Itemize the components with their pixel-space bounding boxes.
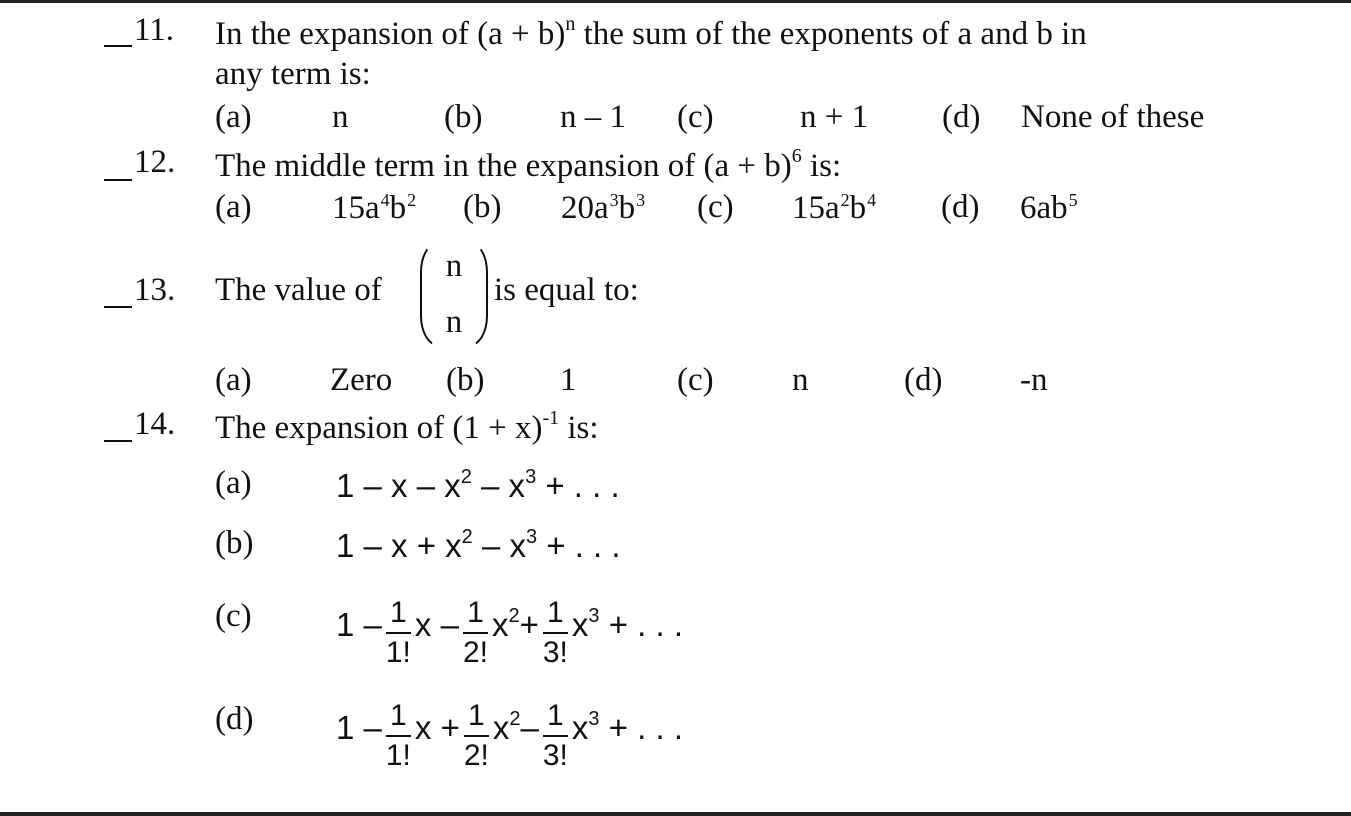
fraction-bar	[543, 632, 568, 634]
option-14-c-lead: 1 –	[336, 606, 382, 643]
fraction-numerator: 1	[547, 596, 564, 630]
answer-blank-14[interactable]	[104, 440, 132, 442]
option-14-d-s2b: –	[520, 709, 539, 746]
question-11-text-b: the sum of the exponents of a and b in	[575, 16, 1087, 52]
question-13-text-a: The value of	[215, 272, 382, 308]
question-11-line1	[215, 14, 1087, 51]
question-14-text-b: is:	[559, 410, 599, 446]
question-12-text-a: The middle term in the expansion of	[215, 148, 704, 184]
option-13-c-value: n	[792, 362, 809, 398]
question-14-exponent: -1	[542, 407, 560, 429]
question-number-11: 11.	[134, 12, 175, 48]
option-11-a-value: n	[332, 99, 349, 135]
option-14-b-value	[336, 527, 621, 562]
option-14-d-s1: x +	[414, 709, 460, 746]
option-12-b-exp1: 3	[609, 190, 619, 210]
option-12-b-exp2: 3	[636, 190, 646, 210]
question-11-text-a: In the expansion of	[215, 16, 478, 52]
option-14-d-lead: 1 –	[336, 709, 382, 746]
option-12-b-part2: b	[618, 190, 636, 226]
question-12-line1	[215, 146, 841, 183]
answer-blank-11[interactable]	[104, 45, 132, 47]
fraction-numerator: 1	[468, 699, 485, 733]
answer-blank-13[interactable]	[104, 306, 132, 308]
option-12-b-value	[561, 191, 645, 225]
option-14-a-e2: 3	[525, 466, 537, 488]
fraction-denominator: 2!	[463, 739, 489, 773]
fraction-denominator: 2!	[462, 636, 488, 670]
fraction-1-over-2fact	[464, 700, 489, 772]
question-11-exponent: n	[565, 13, 576, 35]
option-12-a-exp2: 2	[407, 190, 417, 210]
fraction-numerator: 1	[390, 596, 407, 630]
option-12-d-label: (d)	[941, 189, 980, 225]
option-14-a-value	[336, 467, 620, 502]
question-11-line2: any term is:	[215, 56, 371, 92]
option-12-b-part1: 20a	[561, 190, 609, 226]
question-12-exponent: 6	[791, 145, 802, 167]
option-13-d-value: -n	[1020, 362, 1048, 398]
binomial-bottom: n	[445, 304, 463, 340]
fraction-1-over-3fact	[543, 597, 568, 669]
question-12-text-b: is:	[801, 148, 842, 184]
option-12-a-exp1: 4	[380, 190, 390, 210]
option-14-a-label: (a)	[215, 465, 252, 501]
binomial-coefficient	[420, 242, 488, 346]
question-14-expr: (1 + x)	[452, 410, 543, 446]
question-14-line1	[215, 408, 599, 445]
option-12-c-exp2: 4	[867, 190, 877, 210]
option-14-a-t1: 1 – x – x	[336, 467, 461, 504]
option-13-b-label: (b)	[446, 362, 485, 398]
option-14-c-s2b: +	[519, 606, 539, 643]
option-13-a-label: (a)	[215, 362, 252, 398]
fraction-1-over-1fact	[386, 700, 411, 772]
option-14-a-t2: – x	[471, 467, 526, 504]
fraction-numerator: 1	[390, 699, 407, 733]
option-14-a-e1: 2	[460, 466, 472, 488]
option-14-c-e2: 2	[508, 605, 520, 627]
fraction-1-over-3fact	[543, 700, 568, 772]
fraction-1-over-1fact	[386, 597, 411, 669]
question-12-expr: (a + b)	[703, 148, 792, 184]
option-12-d-exp1: 5	[1068, 190, 1078, 210]
option-12-c-part1: 15a	[792, 190, 840, 226]
question-number-13: 13.	[134, 272, 176, 308]
option-14-c-s3: x	[571, 606, 589, 643]
option-12-c-exp1: 2	[840, 190, 850, 210]
fraction-denominator: 3!	[542, 739, 568, 773]
option-14-c-value	[336, 578, 683, 670]
option-14-b-t2: – x	[472, 527, 526, 564]
fraction-numerator: 1	[547, 699, 564, 733]
option-14-b-t1: 1 – x + x	[336, 527, 462, 564]
option-14-d-e3: 3	[588, 708, 600, 730]
option-11-d-label: (d)	[942, 99, 981, 135]
option-14-b-t3: + . . .	[537, 527, 621, 564]
option-14-b-label: (b)	[215, 525, 254, 561]
option-11-a-label: (a)	[215, 99, 252, 135]
option-14-c-label: (c)	[215, 598, 252, 634]
option-14-b-e1: 2	[461, 526, 473, 548]
option-12-a-value	[332, 191, 416, 225]
option-12-d-part1: 6ab	[1020, 190, 1068, 226]
option-14-d-e2: 2	[509, 708, 521, 730]
option-14-d-value	[336, 681, 683, 773]
bottom-rule	[0, 812, 1351, 816]
question-number-14: 14.	[134, 406, 176, 442]
option-13-c-label: (c)	[677, 362, 714, 398]
option-14-d-s2: x	[492, 709, 510, 746]
option-14-c-e3: 3	[588, 605, 600, 627]
question-number-12: 12.	[134, 144, 176, 180]
fraction-bar	[386, 735, 411, 737]
answer-blank-12[interactable]	[104, 179, 132, 181]
fraction-bar	[464, 735, 489, 737]
option-12-c-part2: b	[849, 190, 867, 226]
option-12-b-label: (b)	[463, 189, 502, 225]
option-11-c-value: n + 1	[800, 99, 869, 135]
fraction-numerator: 1	[467, 596, 484, 630]
option-13-a-value: Zero	[330, 362, 393, 398]
option-13-d-label: (d)	[904, 362, 943, 398]
question-11-expr: (a + b)	[477, 16, 566, 52]
fraction-bar	[386, 632, 411, 634]
option-11-c-label: (c)	[677, 99, 714, 135]
option-11-d-value: None of these	[1021, 99, 1205, 135]
option-12-a-part1: 15a	[332, 190, 380, 226]
top-rule	[0, 0, 1351, 3]
option-14-c-s1: x –	[414, 606, 459, 643]
fraction-bar	[543, 735, 568, 737]
option-14-d-tail: + . . .	[599, 709, 683, 746]
fraction-1-over-2fact	[463, 597, 488, 669]
option-14-c-tail: + . . .	[599, 606, 683, 643]
option-14-d-s3: x	[571, 709, 589, 746]
option-12-c-label: (c)	[697, 189, 734, 225]
option-14-d-label: (d)	[215, 701, 254, 737]
option-14-b-e2: 3	[525, 526, 538, 548]
fraction-denominator: 1!	[385, 636, 411, 670]
option-11-b-label: (b)	[444, 99, 483, 135]
option-14-a-t3: + . . .	[536, 467, 620, 504]
option-12-d-value	[1020, 191, 1078, 225]
fraction-denominator: 3!	[542, 636, 568, 670]
fraction-bar	[463, 632, 488, 634]
binomial-top: n	[445, 248, 463, 284]
question-14-text-a: The expansion of	[215, 410, 453, 446]
option-14-c-s2: x	[491, 606, 509, 643]
option-11-b-value: n – 1	[560, 99, 626, 135]
option-13-b-value: 1	[560, 362, 577, 398]
option-12-a-label: (a)	[215, 189, 252, 225]
fraction-denominator: 1!	[385, 739, 411, 773]
option-12-a-part2: b	[389, 190, 407, 226]
option-12-c-value	[792, 191, 876, 225]
question-13-text-b: is equal to:	[494, 272, 639, 308]
